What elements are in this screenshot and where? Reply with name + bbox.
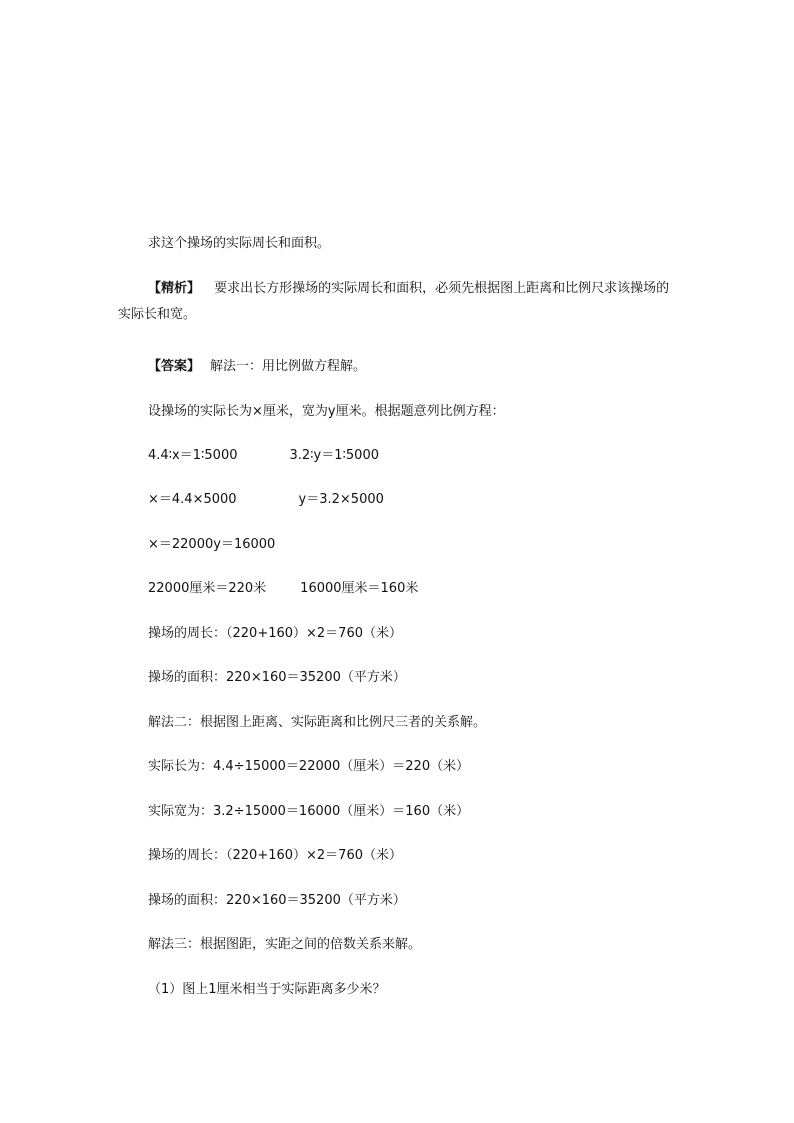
conversion-right: 16000厘米＝160米 bbox=[300, 581, 419, 596]
method2-title: 解法二：根据图上距离、实际距离和比例尺三者的关系解。 bbox=[148, 715, 487, 730]
method3-title: 解法三：根据图距，实距之间的倍数关系来解。 bbox=[148, 937, 422, 952]
question-tail: 求这个操场的实际周长和面积。 bbox=[148, 236, 331, 251]
answer-line bbox=[148, 357, 366, 377]
actual-length-line: 实际长为：4.4÷15000＝22000（厘米）＝220（米） bbox=[148, 759, 470, 774]
equation-2-left: ×＝4.4×5000 bbox=[148, 492, 237, 507]
actual-width-line: 实际宽为：3.2÷15000＝16000（厘米）＝160（米） bbox=[148, 804, 470, 819]
equation-row-1 bbox=[148, 446, 379, 466]
answer-label: 【答案】 bbox=[148, 359, 201, 374]
method1-title: 解法一：用比例做方程解。 bbox=[210, 359, 367, 374]
analysis-paragraph bbox=[118, 276, 678, 328]
area-line-2: 操场的面积：220×160＝35200（平方米） bbox=[148, 893, 406, 908]
equation-2-right: y＝3.2×5000 bbox=[298, 492, 384, 507]
analysis-text: 要求出长方形操场的实际周长和面积，必须先根据图上距离和比例尺求该操场的实际长和宽。 bbox=[118, 281, 670, 322]
conversion-left: 22000厘米＝220米 bbox=[148, 581, 267, 596]
equation-1-right: 3.2∶y＝1∶5000 bbox=[289, 448, 379, 463]
equation-1-left: 4.4∶x＝1∶5000 bbox=[148, 448, 238, 463]
step-1-question: （1）图上1厘米相当于实际距离多少米？ bbox=[148, 982, 386, 997]
setup-line: 设操场的实际长为×厘米，宽为y厘米。根据题意列比例方程： bbox=[148, 404, 505, 419]
area-line-1: 操场的面积：220×160＝35200（平方米） bbox=[148, 670, 406, 685]
analysis-label: 【精析】 bbox=[148, 281, 201, 296]
equation-row-2 bbox=[148, 490, 384, 510]
conversion-row bbox=[148, 579, 418, 599]
perimeter-line-2: 操场的周长：（220+160）×2＝760（米） bbox=[148, 848, 402, 863]
equation-row-3: ×＝22000y＝16000 bbox=[148, 537, 276, 552]
perimeter-line-1: 操场的周长：（220+160）×2＝760（米） bbox=[148, 626, 402, 641]
